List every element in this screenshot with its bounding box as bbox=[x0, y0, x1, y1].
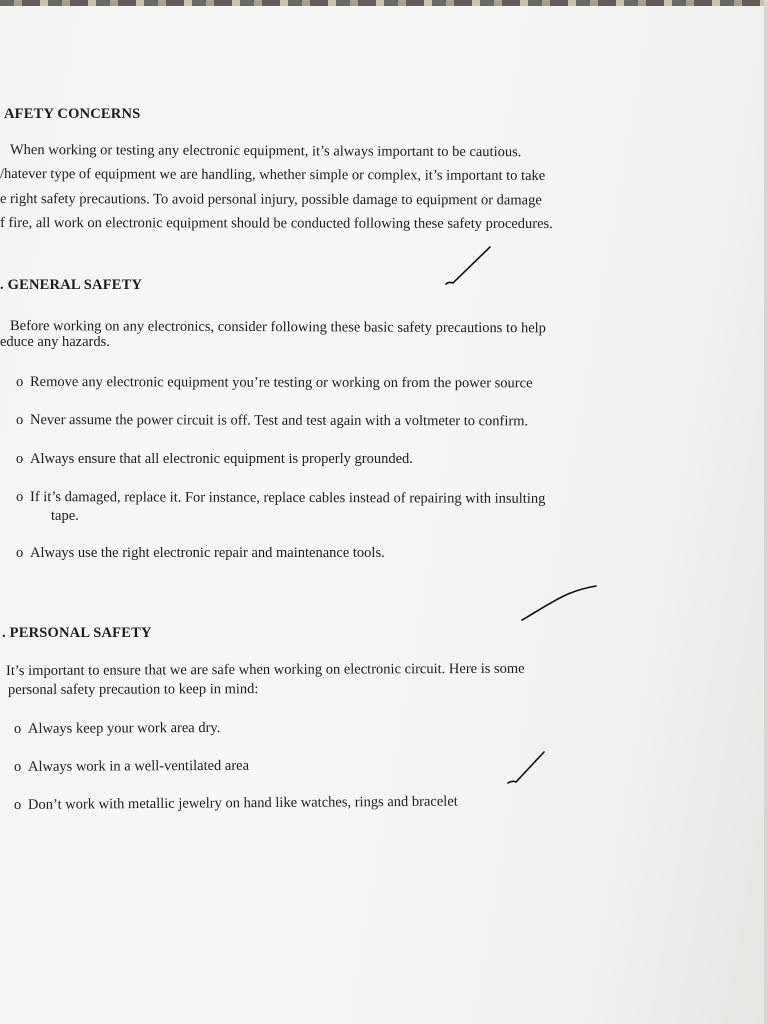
bullet-marker: o bbox=[15, 489, 24, 506]
list-item-text: Never assume the power circuit is off. Test and test again with a voltmeter to confirm. bbox=[29, 412, 529, 430]
list-item-text: Remove any electronic equipment you’re testing or working on from the power source bbox=[29, 374, 533, 392]
general-safety-intro-line-2: educe any hazards. bbox=[0, 334, 110, 350]
personal-safety-intro-line-1: It’s important to ensure that we are safe when working on electronic circuit. Here is some bbox=[5, 660, 525, 679]
list-item bbox=[16, 451, 413, 468]
list-item-text: Always keep your work area dry. bbox=[27, 719, 221, 737]
list-item bbox=[14, 720, 220, 738]
personal-safety-heading: . PERSONAL SAFETY bbox=[2, 625, 152, 641]
pen-check-mark bbox=[506, 750, 546, 786]
list-item-text: If it’s damaged, replace it. For instance, replace cables instead of repairing with insulting bbox=[29, 489, 546, 507]
bullet-marker: o bbox=[16, 451, 24, 467]
list-item-text: Always use the right electronic repair and maintenance tools. bbox=[30, 545, 385, 561]
bullet-marker: o bbox=[13, 758, 22, 775]
pen-check-mark bbox=[444, 244, 494, 288]
safety-concerns-heading: AFETY CONCERNS bbox=[4, 106, 141, 122]
safety-concerns-line-4: f fire, all work on electronic equipment should be conducted following these safety procedures. bbox=[0, 215, 553, 232]
page-right-edge bbox=[764, 0, 768, 1024]
top-edge-strip bbox=[0, 0, 768, 6]
bullet-marker: o bbox=[13, 720, 22, 737]
bullet-marker: o bbox=[15, 374, 24, 391]
list-item bbox=[16, 545, 385, 562]
list-item bbox=[16, 412, 528, 430]
bullet-marker: o bbox=[16, 545, 24, 561]
personal-safety-intro-line-2: personal safety precaution to keep in mind: bbox=[7, 681, 259, 698]
list-item-continuation: tape. bbox=[51, 508, 79, 524]
pen-check-mark bbox=[520, 584, 600, 624]
list-item bbox=[14, 758, 249, 776]
list-item-text: Always work in a well-ventilated area bbox=[27, 757, 250, 775]
bullet-marker: o bbox=[13, 796, 22, 813]
safety-concerns-line-3: e right safety precautions. To avoid personal injury, possible damage to equipment or damage bbox=[0, 191, 542, 209]
list-item-text: Don’t work with metallic jewelry on hand like watches, rings and bracelet bbox=[27, 793, 458, 813]
safety-concerns-line-2: /hatever type of equipment we are handling, whether simple or complex, it’s important to take bbox=[0, 166, 546, 184]
general-safety-intro-line-1: Before working on any electronics, consider following these basic safety precautions to help bbox=[9, 318, 546, 337]
list-item bbox=[14, 794, 458, 814]
safety-concerns-line-1: When working or testing any electronic equipment, it’s always important to be cautious. bbox=[9, 142, 522, 161]
list-item bbox=[16, 489, 545, 508]
list-item bbox=[16, 374, 533, 392]
list-item-text: Always ensure that all electronic equipment is properly grounded. bbox=[30, 451, 413, 467]
general-safety-heading: . GENERAL SAFETY bbox=[0, 277, 143, 293]
bullet-marker: o bbox=[15, 412, 24, 429]
